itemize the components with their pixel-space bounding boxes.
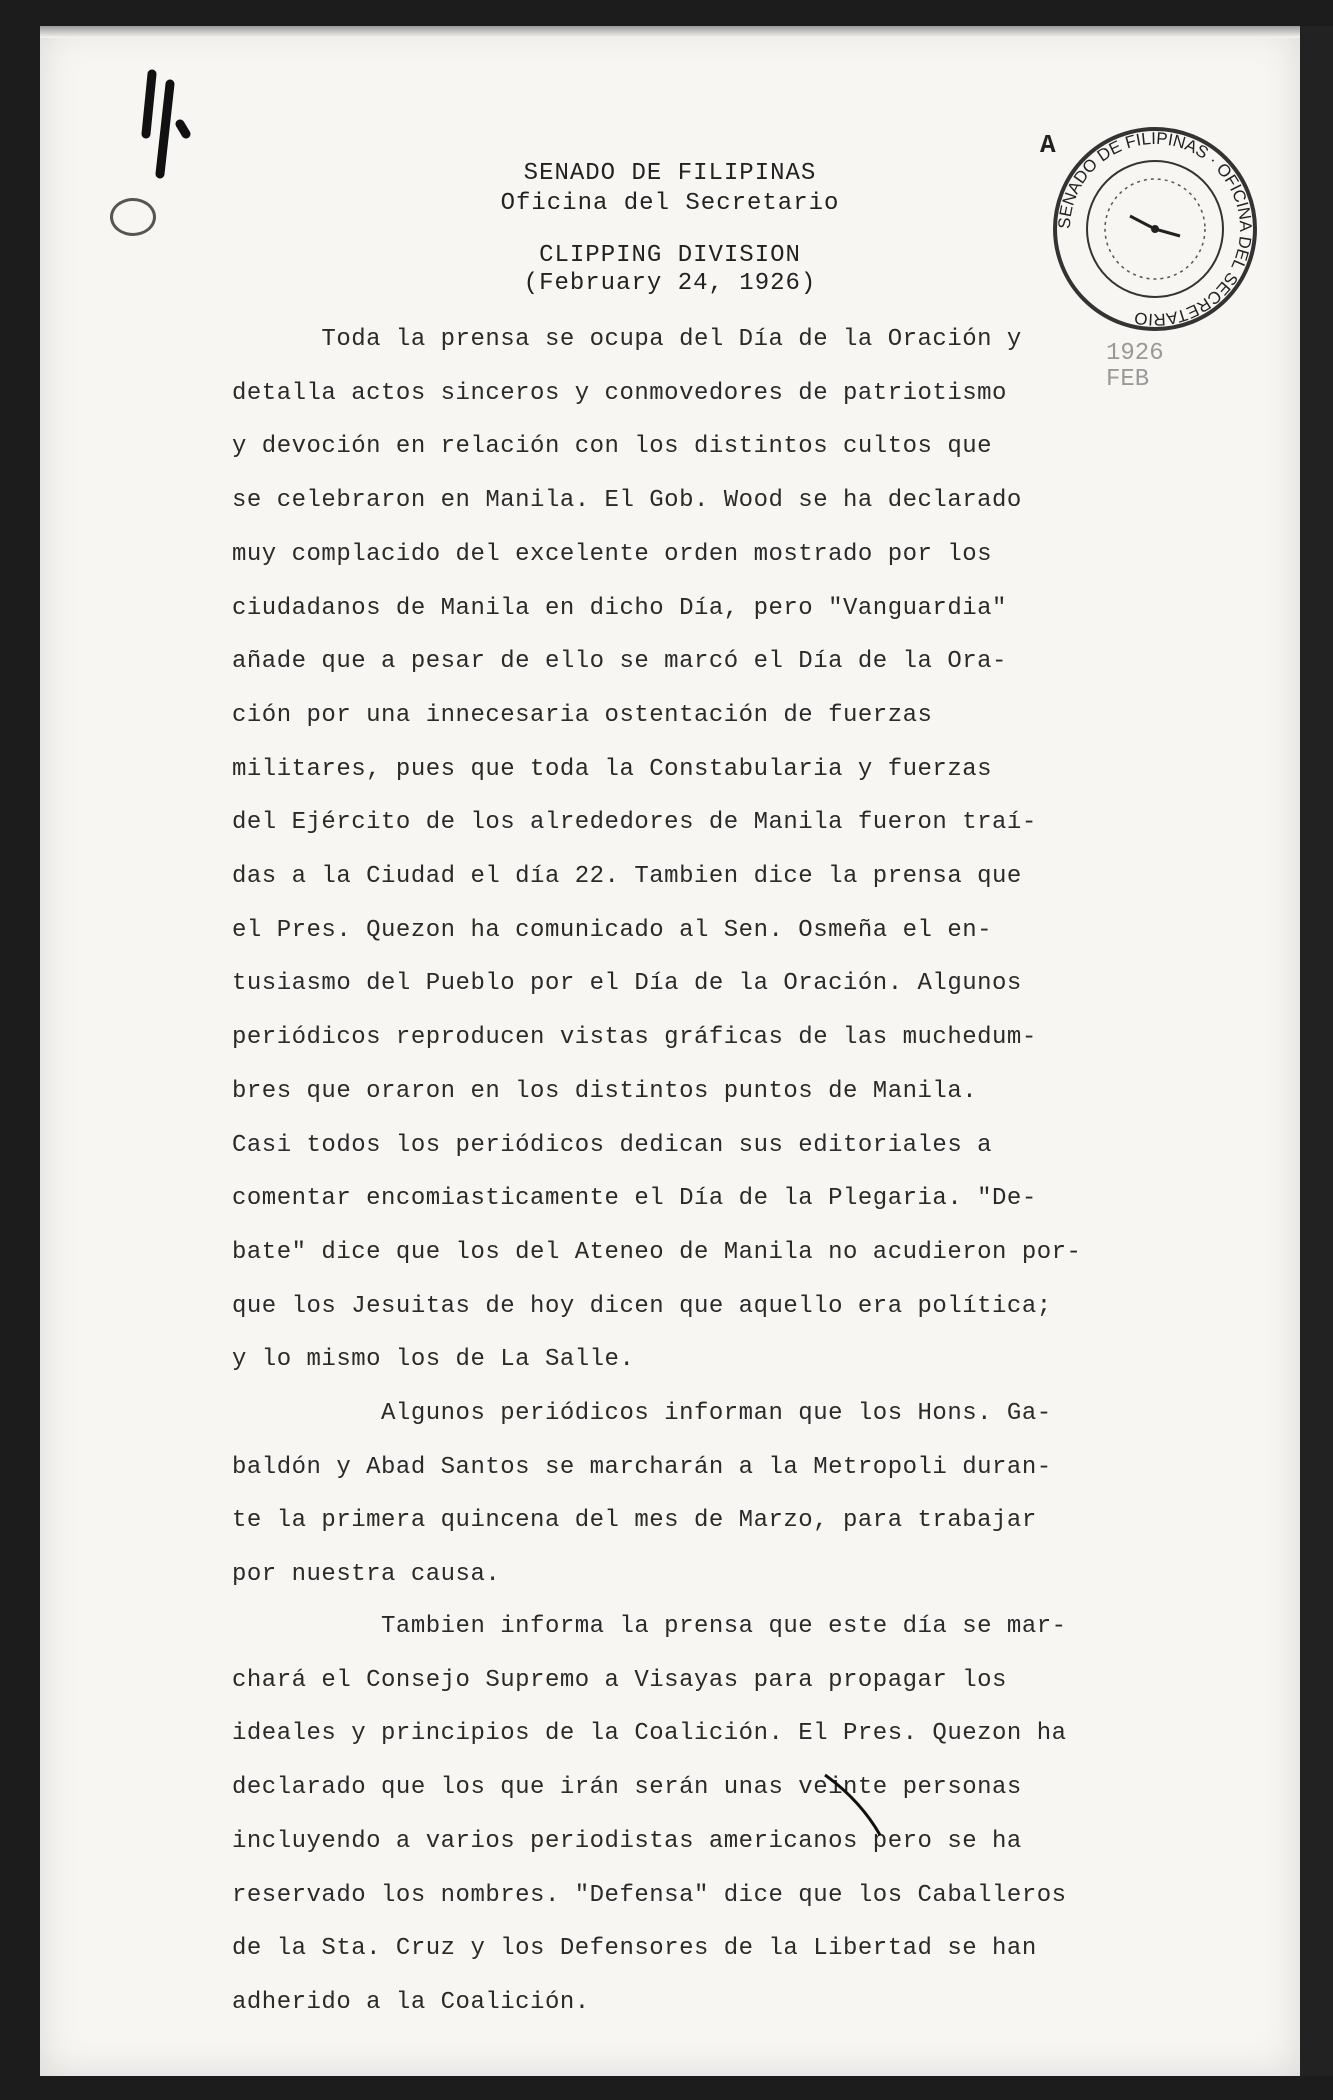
text-line: bate" dice que los del Ateneo de Manila no acudieron por- <box>232 1238 1082 1266</box>
text-line: ción por una innecesaria ostentación de fuerzas <box>232 701 933 729</box>
text-line: muy complacido del excelente orden mostrado por los <box>232 540 993 568</box>
text-line: comentar encomiasticamente el Día de la Plegaria. "De- <box>232 1185 1037 1213</box>
scan-border <box>1300 26 1333 2076</box>
text-line: baldón y Abad Santos se marcharán a la Metropoli duran- <box>232 1453 1052 1481</box>
document-office: Oficina del Secretario <box>500 190 840 217</box>
paragraph-2 <box>232 1387 1132 1602</box>
page-edge-shadow <box>40 26 1300 38</box>
text-line: chará el Consejo Supremo a Visayas para propagar los <box>232 1666 1007 1694</box>
text-line: del Ejército de los alrededores de Manila fueron traí- <box>232 809 1037 837</box>
text-line: que los Jesuitas de hoy dicen que aquello era política; <box>232 1292 1052 1320</box>
seal-year: 1926 <box>1106 340 1164 367</box>
text-line: ciudadanos de Manila en dicho Día, pero "Vanguardia" <box>232 594 1007 622</box>
pencil-mark <box>140 64 200 184</box>
text-line: reservado los nombres. "Defensa" dice que los Caballeros <box>232 1881 1067 1909</box>
text-line: das a la Ciudad el día 22. Tambien dice la prensa que <box>232 863 1022 891</box>
text-line: declarado que los que irán serán unas veinte personas <box>232 1774 1022 1802</box>
document-date: (February 24, 1926) <box>523 270 817 297</box>
document-division: CLIPPING DIVISION <box>539 242 801 269</box>
text-line: el Pres. Quezon ha comunicado al Sen. Osmeña el en- <box>232 916 993 944</box>
text-line: Casi todos los periódicos dedican sus editoriales a <box>232 1131 993 1159</box>
text-line: Algunos periódicos informan que los Hons. Ga- <box>232 1400 1052 1427</box>
text-line: se celebraron en Manila. El Gob. Wood se ha declarado <box>232 487 1022 515</box>
stamp-letter: A <box>1040 130 1056 160</box>
seal-text: SENADO DE FILIPINAS · OFICINA DEL SECRETARIO <box>1054 128 1256 330</box>
pen-mark <box>820 1770 890 1840</box>
text-line: y devoción en relación con los distintos cultos que <box>232 433 993 461</box>
punch-hole <box>110 198 156 236</box>
text-line: detalla actos sinceros y conmovedores de patriotismo <box>232 379 1007 407</box>
text-line: ideales y principios de la Coalición. El Pres. Quezon ha <box>232 1720 1067 1748</box>
text-line: por nuestra causa. <box>232 1561 501 1589</box>
text-line: te la primera quincena del mes de Marzo, para trabajar <box>232 1507 1037 1535</box>
text-line: de la Sta. Cruz y los Defensores de la Libertad se han <box>232 1935 1037 1963</box>
paragraph-3 <box>232 1600 1132 2030</box>
text-line: bres que oraron en los distintos puntos de Manila. <box>232 1077 978 1105</box>
paragraph-1 <box>232 313 1132 1387</box>
text-line: y lo mismo los de La Salle. <box>232 1346 635 1374</box>
text-line: añade que a pesar de ello se marcó el Día de la Ora- <box>232 648 1007 676</box>
text-line: periódicos reproducen vistas gráficas de las muchedum- <box>232 1024 1037 1052</box>
seal-month: FEB <box>1106 366 1150 393</box>
document-title: SENADO DE FILIPINAS <box>523 160 817 187</box>
text-line: Tambien informa la prensa que este día se mar- <box>232 1613 1067 1640</box>
text-line: Toda la prensa se ocupa del Día de la Oración y <box>232 326 1022 353</box>
text-line: incluyendo a varios periodistas americanos pero se ha <box>232 1827 1022 1855</box>
official-seal <box>1050 124 1260 334</box>
text-line: militares, pues que toda la Constabularia y fuerzas <box>232 755 993 783</box>
text-line: tusiasmo del Pueblo por el Día de la Oración. Algunos <box>232 970 1022 998</box>
text-line: adherido a la Coalición. <box>232 1988 590 2016</box>
